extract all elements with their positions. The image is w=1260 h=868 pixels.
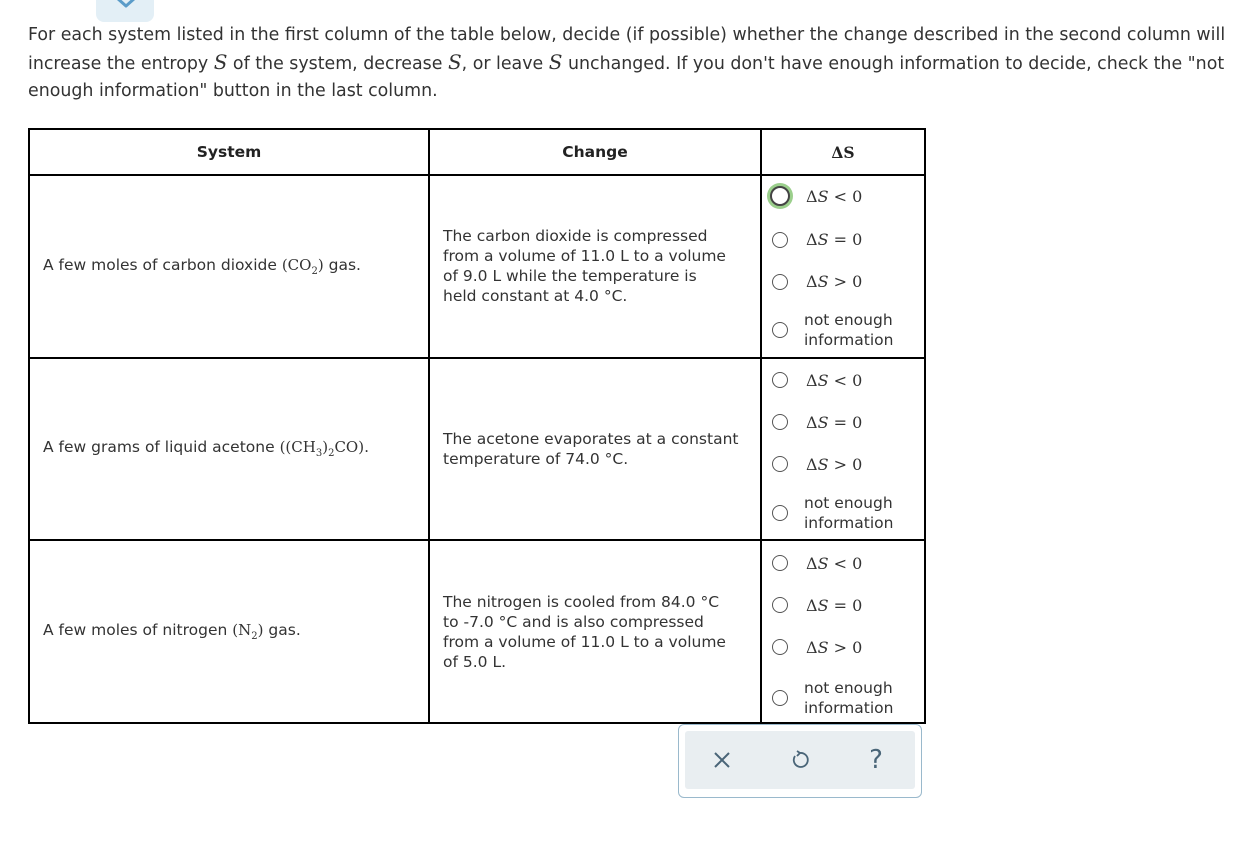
option-less-than-zero[interactable] — [772, 371, 862, 390]
option-label — [806, 596, 862, 615]
delta-s-symbol: ΔS — [831, 142, 855, 162]
delta-symbol: Δ — [806, 272, 818, 292]
entropy-symbol: S — [817, 637, 829, 657]
option-not-enough-information[interactable] — [772, 678, 893, 718]
radio-button[interactable] — [772, 414, 788, 430]
formula-subscript: 2 — [251, 631, 258, 643]
system-text: gas. — [263, 621, 301, 640]
change-cell — [429, 175, 761, 358]
instructions-text-2: of the system, decrease — [227, 54, 448, 74]
option-greater-than-zero[interactable] — [772, 455, 862, 474]
option-label — [806, 638, 862, 657]
relation: > 0 — [828, 637, 863, 657]
entropy-symbol: S — [817, 454, 829, 474]
option-label — [804, 493, 893, 533]
formula-part: ) — [257, 621, 264, 640]
formula-subscript: 2 — [328, 448, 335, 460]
options-cell — [761, 540, 925, 723]
radio-button[interactable] — [772, 505, 788, 521]
delta-symbol: Δ — [806, 454, 818, 474]
entropy-symbol: S — [817, 186, 829, 206]
change-line: of 5.0 L. — [443, 652, 507, 671]
change-line: The acetone evaporates at a constant — [443, 429, 739, 448]
system-text: . — [364, 438, 370, 457]
change-line: to -7.0 °C and is also compressed — [443, 612, 704, 631]
option-label — [806, 230, 862, 249]
delta-symbol: Δ — [806, 412, 818, 432]
option-label — [806, 554, 862, 573]
radio-button[interactable] — [770, 186, 790, 206]
toolbar-panel — [685, 731, 915, 789]
relation: < 0 — [828, 370, 863, 390]
entropy-symbol: S — [213, 50, 228, 74]
radio-button[interactable] — [772, 690, 788, 706]
entropy-symbol: S — [548, 50, 563, 74]
formula-part: ) — [322, 438, 329, 457]
option-less-than-zero[interactable] — [772, 186, 862, 206]
formula-part: CO) — [334, 438, 365, 457]
close-icon — [713, 751, 731, 769]
options-cell — [761, 358, 925, 541]
header-change: Change — [429, 129, 761, 175]
entropy-symbol: S — [817, 230, 829, 250]
system-text: A few moles of carbon dioxide — [43, 255, 282, 274]
radio-button[interactable] — [772, 597, 788, 613]
option-text-line: information — [804, 513, 894, 532]
option-text-line: information — [804, 698, 894, 717]
clear-button[interactable] — [707, 745, 737, 775]
table-row — [29, 358, 925, 541]
option-text-line: information — [804, 331, 894, 350]
option-equal-zero[interactable] — [772, 596, 862, 615]
change-line: from a volume of 11.0 L to a volume — [443, 247, 726, 266]
relation: < 0 — [828, 553, 863, 573]
change-line: held constant at 4.0 °C. — [443, 287, 628, 306]
option-label — [806, 455, 862, 474]
formula-part: ((CH — [279, 438, 316, 457]
formula-part: ) — [317, 255, 324, 274]
option-label — [806, 413, 862, 432]
system-text: A few moles of nitrogen — [43, 621, 233, 640]
entropy-symbol: S — [817, 595, 829, 615]
chemical-formula — [232, 621, 264, 643]
option-label — [806, 371, 862, 390]
option-equal-zero[interactable] — [772, 230, 862, 249]
formula-part: (CO — [281, 255, 312, 274]
help-label: ? — [869, 745, 883, 775]
chemical-formula — [281, 255, 324, 277]
system-cell — [29, 358, 429, 541]
instructions-text-3: , or leave — [461, 54, 549, 74]
radio-button[interactable] — [772, 639, 788, 655]
formula-subscript: 3 — [315, 448, 323, 460]
header-system: System — [29, 129, 429, 175]
change-line: The carbon dioxide is compressed — [443, 227, 708, 246]
option-greater-than-zero[interactable] — [772, 272, 862, 291]
relation: < 0 — [828, 186, 863, 206]
option-not-enough-information[interactable] — [772, 493, 893, 533]
instructions — [28, 22, 1228, 105]
system-text: A few grams of liquid acetone — [43, 438, 280, 457]
header-delta-s — [761, 129, 925, 175]
option-equal-zero[interactable] — [772, 413, 862, 432]
collapse-tab[interactable] — [96, 0, 154, 22]
option-text-line: not enough — [804, 311, 893, 330]
answer-toolbar — [678, 724, 922, 798]
table-row — [29, 175, 925, 358]
option-greater-than-zero[interactable] — [772, 638, 862, 657]
table-row — [29, 540, 925, 723]
radio-button[interactable] — [772, 322, 788, 338]
change-cell — [429, 358, 761, 541]
option-label — [806, 272, 862, 291]
help-button[interactable] — [861, 745, 891, 775]
entropy-symbol: S — [447, 50, 462, 74]
relation: > 0 — [828, 454, 863, 474]
option-not-enough-information[interactable] — [772, 310, 893, 350]
undo-icon — [790, 750, 810, 770]
system-cell — [29, 175, 429, 358]
instructions-text-1: For each system listed in the first column of the table below, decide (if possible) whether the change described in the second column will increase the entropy — [28, 25, 1226, 74]
change-line: of 9.0 L while the temperature is — [443, 267, 697, 286]
radio-button[interactable] — [772, 274, 788, 290]
change-line: temperature of 74.0 °C. — [443, 449, 629, 468]
chevron-down-icon — [115, 0, 137, 8]
delta-symbol: Δ — [806, 637, 818, 657]
delta-symbol: Δ — [806, 370, 818, 390]
option-label — [804, 310, 893, 350]
entropy-symbol: S — [817, 412, 829, 432]
option-text-line: not enough — [804, 493, 893, 512]
option-less-than-zero[interactable] — [772, 554, 862, 573]
change-line: The nitrogen is cooled from 84.0 °C — [443, 592, 720, 611]
chemical-formula — [279, 438, 365, 460]
delta-symbol: Δ — [806, 186, 818, 206]
relation: > 0 — [828, 272, 863, 292]
entropy-symbol: S — [817, 370, 829, 390]
entropy-table — [28, 128, 926, 724]
delta-symbol: Δ — [806, 230, 818, 250]
entropy-symbol: S — [817, 553, 829, 573]
system-text: gas. — [323, 255, 361, 274]
undo-button[interactable] — [785, 745, 815, 775]
relation: = 0 — [828, 595, 863, 615]
radio-button[interactable] — [772, 555, 788, 571]
formula-part: (N — [232, 621, 252, 640]
delta-symbol: Δ — [806, 553, 818, 573]
instructions-text-4: unchanged. If you don't have enough information to decide, check the "not enough information" button in the last column. — [28, 54, 1225, 101]
radio-button[interactable] — [772, 456, 788, 472]
delta-symbol: Δ — [806, 595, 818, 615]
option-label — [804, 678, 893, 718]
system-cell — [29, 540, 429, 723]
radio-button[interactable] — [772, 372, 788, 388]
option-label — [806, 187, 862, 206]
change-line: from a volume of 11.0 L to a volume — [443, 632, 726, 651]
options-cell — [761, 175, 925, 358]
relation: = 0 — [828, 412, 863, 432]
relation: = 0 — [828, 230, 863, 250]
option-text-line: not enough — [804, 678, 893, 697]
change-cell — [429, 540, 761, 723]
radio-button[interactable] — [772, 232, 788, 248]
table-header-row — [29, 129, 925, 175]
formula-subscript: 2 — [311, 265, 318, 277]
entropy-symbol: S — [817, 272, 829, 292]
